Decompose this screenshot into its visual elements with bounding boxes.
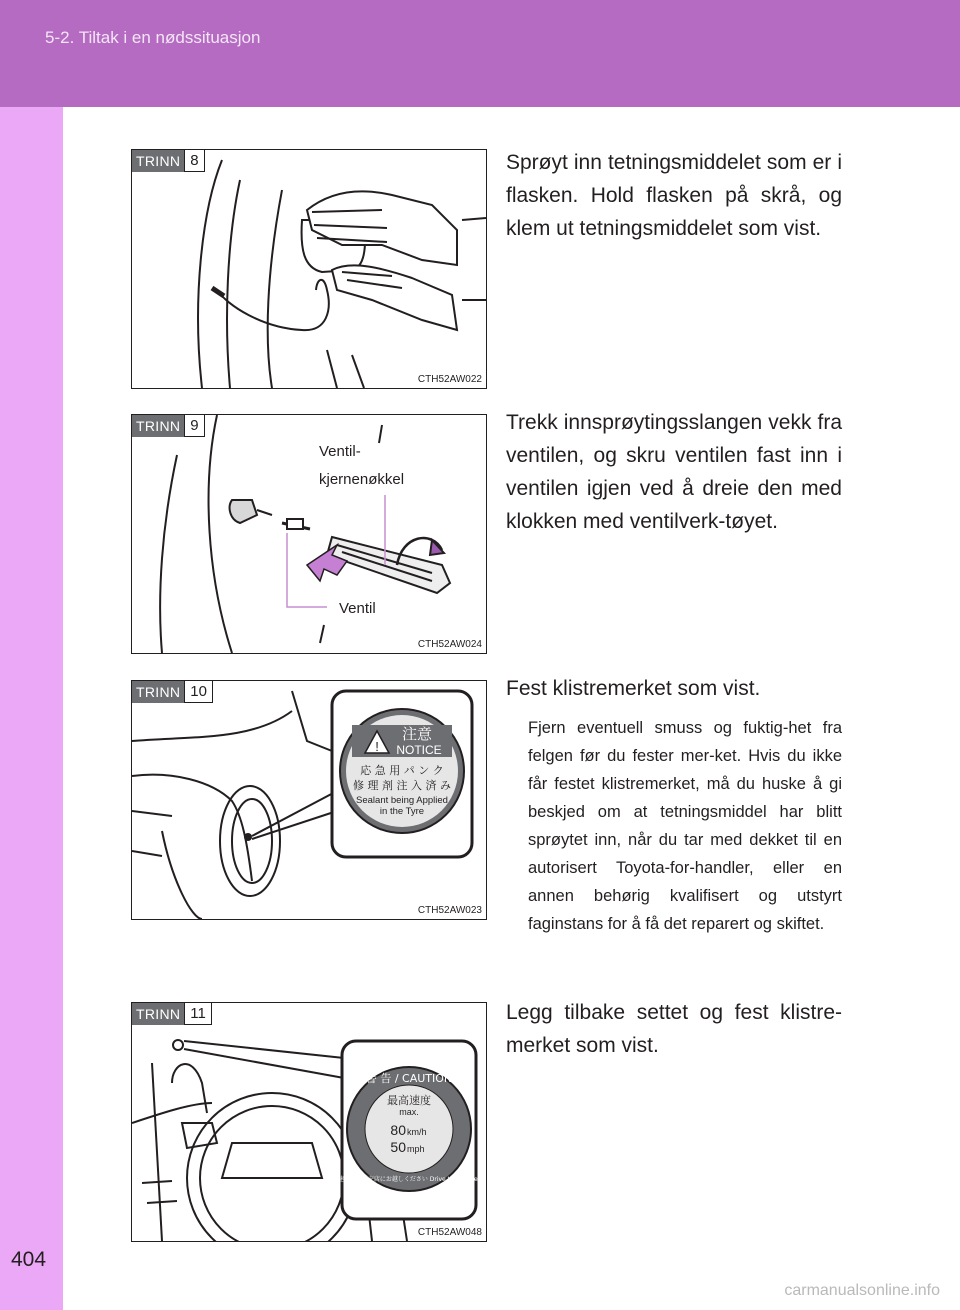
step-badge-9 — [132, 415, 205, 437]
sticker-max: max. — [399, 1107, 419, 1117]
step-badge-label: TRINN — [132, 415, 184, 437]
step-badge-number: 8 — [184, 150, 204, 172]
sticker-jp-line2: 修 理 剤 注 入 済 み — [353, 779, 451, 792]
svg-text:!: ! — [375, 739, 379, 754]
step-8-instruction: Sprøyt inn tetningsmiddelet som er i flasken. Hold flasken på skrå, og klem ut tetningsmiddelet som vist. — [506, 151, 842, 240]
section-header-bar — [0, 0, 960, 107]
figure-step-10 — [131, 680, 487, 920]
sticker-unit-kmh: km/h — [407, 1127, 427, 1137]
figure-code: CTH52AW048 — [417, 1227, 482, 1238]
sticker-ring-top: 警 告 / CAUTION — [365, 1072, 453, 1085]
step-badge-label: TRINN — [132, 150, 184, 172]
sticker-en-line2: in the Tyre — [379, 806, 425, 817]
step-10-instruction: Fest klistremerket som vist. — [506, 677, 761, 700]
step-badge-10 — [132, 681, 213, 703]
step-badge-number: 11 — [184, 1003, 212, 1025]
illustration-dashboard-sticker — [132, 1003, 486, 1241]
step-badge-11 — [132, 1003, 212, 1025]
callout-valve: Ventil — [339, 600, 376, 617]
figure-step-11 — [131, 1002, 487, 1242]
sticker-jp-line1: 応 急 用 パ ン ク — [360, 764, 444, 777]
sticker-speed-kmh: 80 — [390, 1122, 406, 1138]
sticker-kanji: 注意 — [401, 725, 433, 743]
step-badge-number: 9 — [184, 415, 204, 437]
page-number: 404 — [11, 1248, 47, 1271]
illustration-wheel-sticker — [132, 681, 486, 919]
sticker-speed-mph: 50 — [390, 1139, 406, 1155]
step-9-instruction: Trekk innsprøytingsslangen vekk fra ventilen, og skru ventilen fast inn i ventilen igjen ved å dreie den med klokken med ventilverk-tøyet. — [506, 411, 842, 533]
callout-valve-core-tool-line2: kjernenøkkel — [319, 471, 405, 488]
step-badge-8 — [132, 150, 205, 172]
figure-code: CTH52AW023 — [417, 905, 482, 916]
step-10-note: Fjern eventuell smuss og fuktig-het fra felgen før du fester mer-ket. Hvis du ikke får festet klistremerket, må du huske å gi beskjed om at tetningsmiddel har blitt sprøytet inn, når du tar med dekket til en autorisert Toyota-for-handler, eller en annen behørig kvalifisert og utstyrt faginstans for å få det reparert og skiftet. — [528, 719, 842, 933]
figure-step-9 — [131, 414, 487, 654]
step-badge-label: TRINN — [132, 681, 184, 703]
callout-valve-core-tool-line1: Ventil- — [319, 443, 361, 460]
figure-code: CTH52AW024 — [417, 639, 482, 650]
step-11-instruction: Legg tilbake settet og fest klistre-merket som vist. — [506, 1001, 842, 1057]
side-tab-bar — [0, 107, 63, 1310]
illustration-valve-core-tool — [132, 415, 486, 653]
section-title: 5-2. Tiltak i en nødssituasjon — [45, 28, 261, 47]
sticker-ring-bottom: 速やかに販売店にお越しください Drive to a dealer — [337, 1176, 481, 1183]
illustration-sealant-injection — [132, 150, 486, 388]
figure-step-8 — [131, 149, 487, 389]
step-badge-label: TRINN — [132, 1003, 184, 1025]
sticker-center-jp: 最高速度 — [387, 1094, 431, 1107]
sticker-en-line1: Sealant being Applied — [356, 795, 448, 806]
sticker-unit-mph: mph — [407, 1144, 425, 1154]
sticker-notice: NOTICE — [396, 743, 442, 757]
watermark[interactable]: carmanualsonline.info — [784, 1282, 940, 1299]
figure-code: CTH52AW022 — [417, 374, 482, 385]
step-badge-number: 10 — [184, 681, 213, 703]
